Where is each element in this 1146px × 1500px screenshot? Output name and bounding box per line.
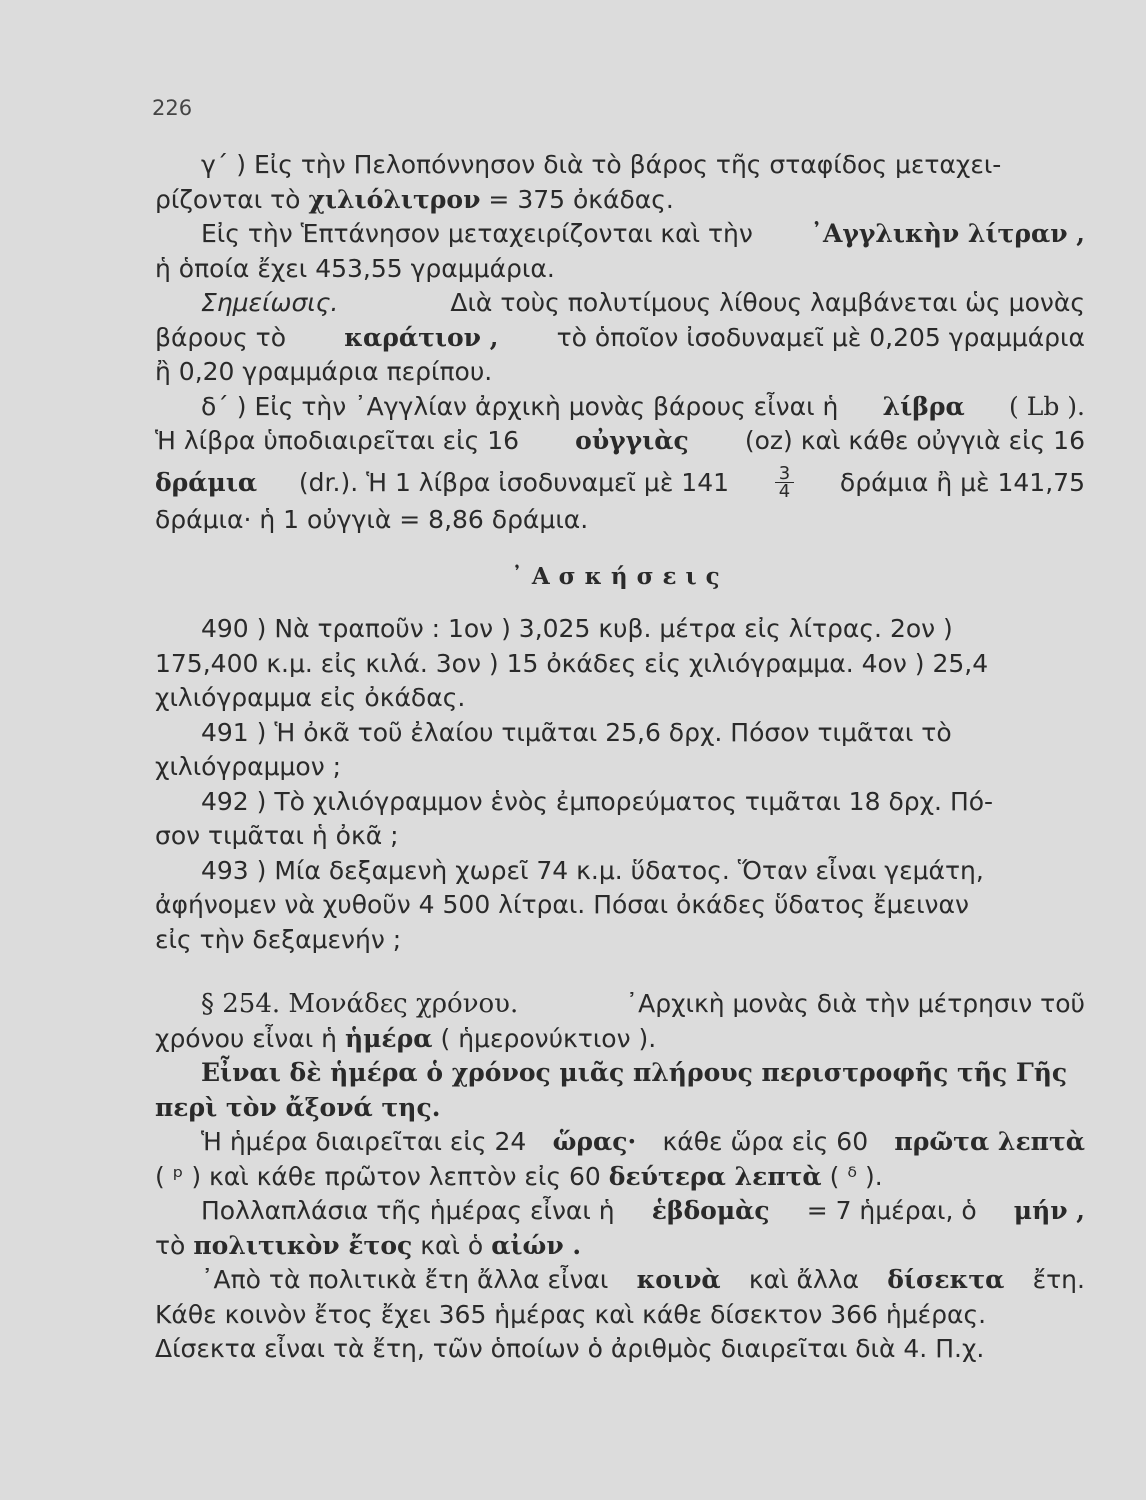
text-line: Πολλαπλάσια τῆς ἡμέρας εἶναι ἡ ἑβδομὰς = 7 ἡμέραι, ὁ μήν , xyxy=(201,1196,1085,1225)
text-line: χιλιόγραμμον ; xyxy=(155,752,342,781)
text-line: Εἰς τὴν Ἑπτάνησον μεταχειρίζονται καὶ τὴν ᾿Αγγλικὴν λίτραν , xyxy=(201,219,1085,248)
text-line: χρόνου εἶναι ἡ ἡμέρα ( ἡμερονύκτιον ). xyxy=(155,1023,657,1053)
text-line: Δίσεκτα εἶναι τὰ ἔτη, τῶν ὁποίων ὁ ἀριθμὸς διαιρεῖται διὰ 4. Π.χ. xyxy=(155,1334,985,1363)
page-number: 226 xyxy=(152,96,193,120)
text-line: χιλιόγραμμα εἰς ὀκάδας. xyxy=(155,683,466,712)
term-english-litra: ᾿Αγγλικὴν λίτραν , xyxy=(810,219,1085,248)
section-title: § 254. Μονάδες χρόνου. xyxy=(201,989,519,1019)
text-line: ( ᵖ ) καὶ κάθε πρῶτον λεπτὸν εἰς 60 δεύτερα λεπτὰ ( ᵟ ). xyxy=(155,1161,883,1191)
term-livra: λίβρα xyxy=(882,391,965,421)
text-line: γ΄ ) Εἰς τὴν Πελοπόννησον διὰ τὸ βάρος τῆς σταφίδος μεταχει- xyxy=(201,150,1002,179)
page-body xyxy=(155,150,1085,1369)
term-dramia: δράμια xyxy=(155,468,258,497)
term-imera: ἡμέρα xyxy=(344,1023,433,1053)
text-line: βάρους τὸ καράτιον , τὸ ὁποῖον ἰσοδυναμεῖ μὲ 0,205 γραμμάρια xyxy=(155,322,1085,352)
text-line: δράμια (dr.). Ἡ 1 λίβρα ἰσοδυναμεῖ μὲ 141 $\frac{3}{4}$ δράμια ἢ μὲ 141,75 xyxy=(155,463,1085,502)
text-line: ρίζονται τὸ χιλιόλιτρον = 375 ὀκάδας. xyxy=(155,184,674,214)
term-karation: καράτιον , xyxy=(344,322,499,352)
exercises-heading: ᾿Ασκήσεις xyxy=(511,563,729,590)
text-line: ἡ ὁποία ἔχει 453,55 γραμμάρια. xyxy=(155,253,555,283)
text-line: ἢ 0,20 γραμμάρια περίπου. xyxy=(155,357,493,386)
text-line: Σημείωσις. Διὰ τοὺς πολυτίμους λίθους λαμβάνεται ὡς μονὰς xyxy=(201,288,1085,317)
definition-line: περὶ τὸν ἄξονά της. xyxy=(155,1092,441,1122)
text-line: Ἡ ἡμέρα διαιρεῖται εἰς 24 ὥρας· κάθε ὥρα εἰς 60 πρῶτα λεπτὰ xyxy=(201,1127,1085,1156)
text-line: 175,400 κ.μ. εἰς κιλά. 3ον ) 15 ὀκάδες εἰς χιλιόγραμμα. 4ον ) 25,4 xyxy=(155,648,989,678)
exercise-492: 492 ) Τὸ χιλιόγραμμον ἑνὸς ἐμπορεύματος τιμᾶται 18 δρχ. Πό- xyxy=(201,786,994,816)
text-line: εἰς τὴν δεξαμενήν ; xyxy=(155,924,402,954)
text-line: δράμια· ἡ 1 οὐγγιὰ = 8,86 δράμια. xyxy=(155,504,589,534)
text-line: δ΄ ) Εἰς τὴν ᾿Αγγλίαν ἀρχικὴ μονὰς βάρους εἶναι ἡ λίβρα ( Lb ). xyxy=(201,391,1085,421)
text-line: τὸ πολιτικὸν ἔτος καὶ ὁ αἰών . xyxy=(155,1230,582,1260)
text-line: ἀφήνομεν νὰ χυθοῦν 4 500 λίτραι. Πόσαι ὀκάδες ὕδατος ἔμειναν xyxy=(155,890,969,919)
text-line: Ἡ λίβρα ὑποδιαιρεῖται εἰς 16 οὐγγιὰς (oz) καὶ κάθε οὐγγιὰ εἰς 16 xyxy=(155,426,1085,455)
definition-line: Εἶναι δὲ ἡμέρα ὁ χρόνος μιᾶς πλήρους περιστροφῆς τῆς Γῆς xyxy=(201,1058,1068,1087)
term-chiliolitron: χιλιόλιτρον xyxy=(308,184,481,214)
exercise-490: 490 ) Νὰ τραποῦν : 1ον ) 3,025 κυβ. μέτρα εἰς λίτρας. 2ον ) xyxy=(201,614,953,643)
exercise-493: 493 ) Μία δεξαμενὴ χωρεῖ 74 κ.μ. ὕδατος. Ὅταν εἶναι γεμάτη, xyxy=(201,855,984,885)
text-line: Κάθε κοινὸν ἔτος ἔχει 365 ἡμέρας καὶ κάθε δίσεκτον 366 ἡμέρας. xyxy=(155,1299,987,1329)
term-oungia: οὐγγιὰς xyxy=(575,426,689,455)
text-line: σον τιμᾶται ἡ ὀκᾶ ; xyxy=(155,821,399,850)
exercise-491: 491 ) Ἡ ὀκᾶ τοῦ ἐλαίου τιμᾶται 25,6 δρχ. Πόσον τιμᾶται τὸ xyxy=(201,717,952,747)
section-254: § 254. Μονάδες χρόνου. ᾿Αρχικὴ μονὰς διὰ τὴν μέτρησιν τοῦ xyxy=(201,989,1085,1019)
fraction: $\frac{3}{4}$ xyxy=(775,465,794,500)
text-line: ᾿Απὸ τὰ πολιτικὰ ἔτη ἄλλα εἶναι κοινὰ καὶ ἄλλα δίσεκτα ἔτη. xyxy=(201,1265,1085,1294)
note-label: Σημείωσις. xyxy=(201,288,339,317)
